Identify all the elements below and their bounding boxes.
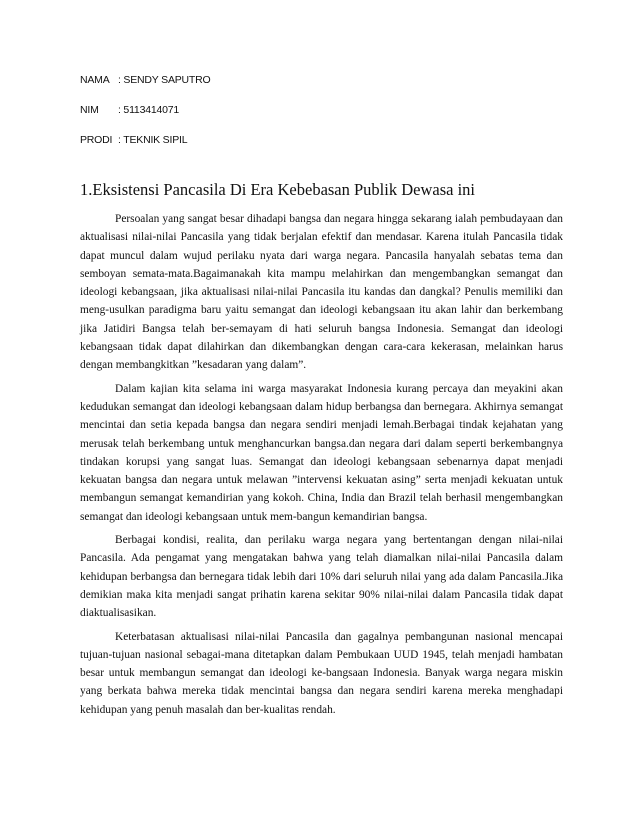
nim-label: NIM — [80, 104, 99, 116]
prodi-value: : TEKNIK SIPIL — [118, 134, 188, 146]
paragraph-4: Keterbatasan aktualisasi nilai-nilai Pancasila dan gagalnya pembangunan nasional mencapai tujuan-tujuan nasional sebagai-mana ditetapkan dalam Pembukaan UUD 1945, telah menjadi hambatan besar untuk membangun semangat dan ideologi ke-bangsaan Indonesia. Banyak warga negara miskin yang berkata bahwa mereka tidak mencintai bangsa dan negara sendiri karena mereka menghadapi kehidupan yang penuh masalah dan ber-kualitas rendah. — [80, 630, 563, 716]
nama-line — [80, 74, 211, 86]
nama-value: : SENDY SAPUTRO — [118, 74, 211, 86]
prodi-label: PRODI — [80, 134, 113, 146]
section-body — [80, 210, 563, 724]
nim-value: : 5113414071 — [118, 104, 180, 116]
paragraph-3: Berbagai kondisi, realita, dan perilaku warga negara yang bertentangan dengan nilai-nilai Pancasila. Ada pengamat yang mengatakan bahwa yang telah diamalkan nilai-nilai Pancasila dalam kehidupan berbangsa dan bernegara tidak lebih dari 10% dari seluruh nilai yang ada dalam Pancasila.Jika demikian maka kita menjadi sangat prihatin karena sekitar 90% nilai-nilai dalam Pancasila tidak dapat diaktualisasikan. — [80, 534, 563, 620]
nim-line — [80, 104, 179, 116]
paragraph-1: Persoalan yang sangat besar dihadapi bangsa dan negara hingga sekarang ialah pembudayaan dan aktualisasi nilai-nilai Pancasila yang tidak berjalan efektif dan mendasar. Karena itulah Pancasila tidak dapat muncul dalam wujud perilaku nyata dari warga negara. Pancasila hanyalah sebatas tema dan semboyan semata-mata.Bagaimanakah kita mampu melahirkan dan mengembangkan semangat dan ideologi kebangsaan, jika aktualisasi nilai-nilai Pancasila itu kandas dan dangkal? Penulis memiliki dan meng-usulkan paradigma baru yaitu semangat dan ideologi kebangsaan itu akan lahir dan berkembang jika Jatidiri Bangsa telah ber-semayam di hati seluruh bangsa Indonesia. Semangat dan ideologi kebangsaan tidak dapat dilahirkan dan dikembangkan dengan cara-cara kekerasan, melainkan harus dengan membangkitkan ”kesadaran yang dalam”. — [80, 213, 563, 372]
nama-label: NAMA — [80, 74, 110, 86]
prodi-line — [80, 134, 187, 146]
paragraph-2: Dalam kajian kita selama ini warga masyarakat Indonesia kurang percaya dan meyakini akan kedudukan semangat dan ideologi kebangsaan dalam hidup berbangsa dan bernegara. Akhirnya semangat mencintai dan setia kepada bangsa dan negara sendiri menjadi lemah.Berbagai tindak kejahatan yang merusak telah berkembang untuk menghancurkan bangsa.dan negara dari dalam seperti berkembangnya tindakan korupsi yang sangat luas. Semangat dan ideologi kebangsaan sebenarnya dapat menjadi kekuatan bangsa dan negara untuk melawan ”intervensi kekuatan asing” serta menjadi kekuatan untuk membangun semangat kemandirian yang kokoh. China, India dan Brazil telah berhasil mengembangkan semangat dan ideologi kebangsaan untuk mem-bangun kemandirian bangsa. — [80, 382, 563, 523]
section-title: 1.Eksistensi Pancasila Di Era Kebebasan Publik Dewasa ini — [80, 180, 475, 199]
